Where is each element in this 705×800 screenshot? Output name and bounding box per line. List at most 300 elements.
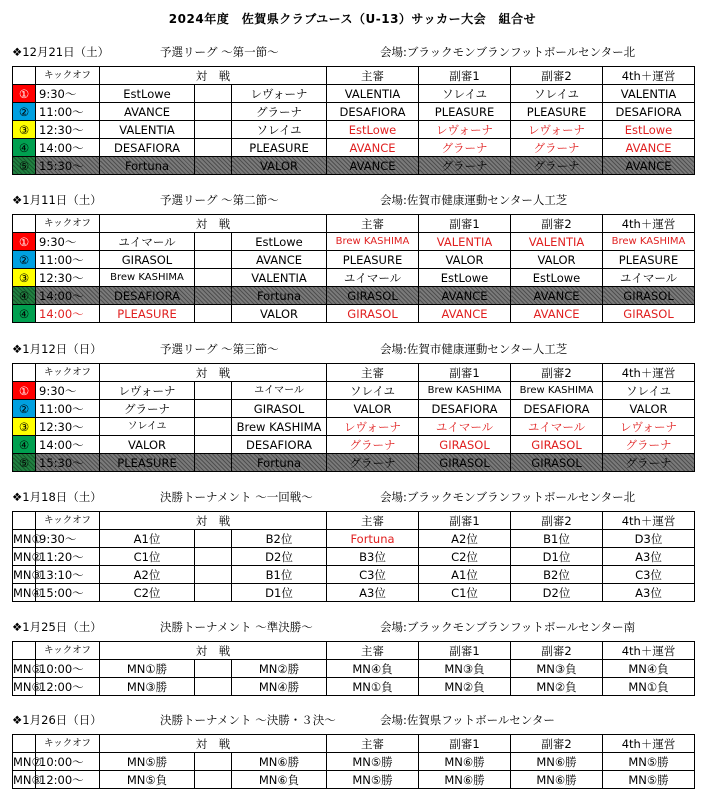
home-team: ユイマール — [100, 233, 195, 251]
away-team: D2位 — [232, 548, 327, 566]
referee: レヴォーナ — [327, 418, 419, 436]
kickoff-time: 14:00～ — [36, 436, 100, 454]
match-number: MN④ — [13, 585, 42, 600]
referee: MN⑤勝 — [327, 771, 419, 789]
home-team: AVANCE — [100, 103, 195, 121]
kickoff-time: 14:00～ — [36, 139, 100, 157]
header-assistant1: 副審1 — [419, 735, 511, 753]
match-number: ② — [13, 103, 36, 121]
section-header — [12, 489, 692, 505]
vs-cell — [195, 305, 232, 323]
section-stage: 予選リーグ ～第二節～ — [160, 193, 279, 207]
fourth-official: ユイマール — [603, 269, 695, 287]
header-fourth: 4th＋運営 — [603, 512, 695, 530]
match-number: ① — [13, 85, 36, 103]
away-team: PLEASURE — [232, 139, 327, 157]
header-assistant2: 副審2 — [511, 512, 603, 530]
match-row — [13, 436, 695, 454]
vs-cell — [195, 548, 232, 566]
header-fourth: 4th＋運営 — [603, 215, 695, 233]
referee: AVANCE — [327, 139, 419, 157]
vs-cell — [195, 436, 232, 454]
kickoff-time: 15:00～ — [36, 584, 100, 602]
match-number: MN⑧ — [13, 772, 42, 787]
kickoff-time: 11:00～ — [36, 400, 100, 418]
referee: EstLowe — [327, 121, 419, 139]
referee: VALOR — [327, 400, 419, 418]
assistant-referee-1: GIRASOL — [419, 454, 511, 472]
header-assistant1: 副審1 — [419, 215, 511, 233]
vs-cell — [195, 771, 232, 789]
assistant-referee-1: AVANCE — [419, 305, 511, 323]
vs-cell — [195, 103, 232, 121]
assistant-referee-1: グラーナ — [419, 139, 511, 157]
assistant-referee-2: レヴォーナ — [511, 121, 603, 139]
referee: A3位 — [327, 584, 419, 602]
header-assistant2: 副審2 — [511, 67, 603, 85]
match-row — [13, 454, 695, 472]
fourth-official: MN①負 — [603, 678, 695, 696]
assistant-referee-1: A2位 — [419, 530, 511, 548]
assistant-referee-1: DESAFIORA — [419, 400, 511, 418]
header-referee: 主審 — [327, 67, 419, 85]
assistant-referee-1: ユイマール — [419, 418, 511, 436]
match-number: MN③ — [13, 567, 42, 582]
home-team: A1位 — [100, 530, 195, 548]
assistant-referee-2: DESAFIORA — [511, 400, 603, 418]
match-number: ④ — [13, 436, 36, 454]
fourth-official: AVANCE — [603, 157, 695, 175]
match-number: ① — [13, 382, 36, 400]
match-row — [13, 530, 695, 548]
match-row — [13, 157, 695, 175]
referee: DESAFIORA — [327, 103, 419, 121]
referee: ソレイユ — [327, 382, 419, 400]
header-kickoff: キックオフ — [36, 642, 100, 660]
match-number: ④ — [13, 305, 36, 323]
assistant-referee-1: AVANCE — [419, 287, 511, 305]
referee: GIRASOL — [327, 287, 419, 305]
match-row — [13, 678, 695, 696]
assistant-referee-2: VALENTIA — [511, 233, 603, 251]
away-team: VALOR — [232, 305, 327, 323]
section-stage: 決勝トーナメント ～準決勝～ — [160, 620, 313, 634]
header-match: 対 戦 — [100, 364, 327, 382]
section-header — [12, 192, 692, 208]
assistant-referee-1: GIRASOL — [419, 436, 511, 454]
section-date: ❖1月25日（土） — [12, 620, 102, 634]
fourth-official: MN⑤勝 — [603, 771, 695, 789]
section-venue: 会場:佐賀県フットボールセンター — [380, 713, 555, 727]
referee: グラーナ — [327, 436, 419, 454]
kickoff-time: 15:30～ — [36, 157, 100, 175]
header-fourth: 4th＋運営 — [603, 642, 695, 660]
home-team: グラーナ — [100, 400, 195, 418]
home-team: レヴォーナ — [100, 382, 195, 400]
referee: B3位 — [327, 548, 419, 566]
header-assistant1: 副審1 — [419, 67, 511, 85]
section-venue: 会場:ブラックモンブランフットボールセンター北 — [380, 45, 636, 59]
vs-cell — [195, 753, 232, 771]
referee: PLEASURE — [327, 251, 419, 269]
section-date: ❖1月18日（土） — [12, 490, 102, 504]
table-header-row — [13, 364, 695, 382]
match-number: MN⑤ — [13, 661, 42, 676]
vs-cell — [195, 454, 232, 472]
assistant-referee-2: GIRASOL — [511, 454, 603, 472]
fourth-official: MN④負 — [603, 660, 695, 678]
header-match: 対 戦 — [100, 642, 327, 660]
kickoff-time: 13:10～ — [36, 566, 100, 584]
header-blank — [13, 215, 36, 233]
schedule-table — [12, 214, 695, 323]
away-team: DESAFIORA — [232, 436, 327, 454]
match-number: ③ — [13, 418, 36, 436]
header-blank — [13, 735, 36, 753]
assistant-referee-1: C2位 — [419, 548, 511, 566]
fourth-official: D3位 — [603, 530, 695, 548]
section-stage: 予選リーグ ～第一節～ — [160, 45, 279, 59]
match-row — [13, 269, 695, 287]
home-team: MN⑤負 — [100, 771, 195, 789]
section-header — [12, 619, 692, 635]
match-row — [13, 400, 695, 418]
kickoff-time: 12:30～ — [36, 269, 100, 287]
referee: ユイマール — [327, 269, 419, 287]
vs-cell — [195, 382, 232, 400]
kickoff-time: 12:30～ — [36, 418, 100, 436]
fourth-official: MN⑤勝 — [603, 753, 695, 771]
vs-cell — [195, 121, 232, 139]
header-match: 対 戦 — [100, 67, 327, 85]
header-fourth: 4th＋運営 — [603, 735, 695, 753]
section-venue: 会場:佐賀市健康運動センター人工芝 — [380, 342, 568, 356]
assistant-referee-1: MN⑥勝 — [419, 753, 511, 771]
section-venue: 会場:ブラックモンブランフットボールセンター南 — [380, 620, 636, 634]
assistant-referee-1: MN③負 — [419, 660, 511, 678]
match-number: ④ — [13, 287, 36, 305]
away-team: ユイマール — [232, 382, 327, 400]
header-match: 対 戦 — [100, 735, 327, 753]
kickoff-time: 12:30～ — [36, 121, 100, 139]
home-team: VALENTIA — [100, 121, 195, 139]
match-number: MN① — [13, 531, 42, 546]
fourth-official: DESAFIORA — [603, 103, 695, 121]
header-assistant2: 副審2 — [511, 642, 603, 660]
match-row — [13, 85, 695, 103]
vs-cell — [195, 139, 232, 157]
header-fourth: 4th＋運営 — [603, 364, 695, 382]
home-team: PLEASURE — [100, 305, 195, 323]
vs-cell — [195, 85, 232, 103]
away-team: Fortuna — [232, 454, 327, 472]
table-header-row — [13, 512, 695, 530]
header-kickoff: キックオフ — [36, 364, 100, 382]
away-team: VALENTIA — [232, 269, 327, 287]
header-assistant1: 副審1 — [419, 642, 511, 660]
referee: GIRASOL — [327, 305, 419, 323]
kickoff-time: 9:30～ — [36, 382, 100, 400]
referee: Brew KASHIMA — [327, 233, 419, 251]
home-team: MN⑤勝 — [100, 753, 195, 771]
kickoff-time: 9:30～ — [36, 85, 100, 103]
fourth-official: グラーナ — [603, 454, 695, 472]
schedule-table — [12, 363, 695, 472]
home-team: ソレイユ — [100, 418, 195, 436]
match-number: ① — [13, 233, 36, 251]
header-blank — [13, 67, 36, 85]
away-team: B2位 — [232, 530, 327, 548]
header-kickoff: キックオフ — [36, 512, 100, 530]
fourth-official: VALOR — [603, 400, 695, 418]
home-team: C2位 — [100, 584, 195, 602]
section-header — [12, 44, 692, 60]
fourth-official: PLEASURE — [603, 251, 695, 269]
away-team: GIRASOL — [232, 400, 327, 418]
away-team: MN②勝 — [232, 660, 327, 678]
home-team: PLEASURE — [100, 454, 195, 472]
referee: C3位 — [327, 566, 419, 584]
section-stage: 決勝トーナメント ～一回戦～ — [160, 490, 313, 504]
kickoff-time: 14:00～ — [36, 305, 100, 323]
assistant-referee-2: グラーナ — [511, 139, 603, 157]
assistant-referee-1: EstLowe — [419, 269, 511, 287]
match-row — [13, 382, 695, 400]
header-referee: 主審 — [327, 364, 419, 382]
vs-cell — [195, 233, 232, 251]
section-date: ❖12月21日（土） — [12, 45, 110, 59]
schedule-table — [12, 734, 695, 789]
away-team: EstLowe — [232, 233, 327, 251]
assistant-referee-1: レヴォーナ — [419, 121, 511, 139]
fourth-official: EstLowe — [603, 121, 695, 139]
section-venue: 会場:ブラックモンブランフットボールセンター北 — [380, 490, 636, 504]
header-assistant2: 副審2 — [511, 215, 603, 233]
vs-cell — [195, 251, 232, 269]
assistant-referee-2: Brew KASHIMA — [511, 382, 603, 400]
home-team: Brew KASHIMA — [100, 269, 195, 287]
header-assistant1: 副審1 — [419, 512, 511, 530]
match-row — [13, 753, 695, 771]
home-team: GIRASOL — [100, 251, 195, 269]
away-team: Fortuna — [232, 287, 327, 305]
schedule-table — [12, 641, 695, 696]
assistant-referee-1: Brew KASHIMA — [419, 382, 511, 400]
assistant-referee-2: MN⑥勝 — [511, 753, 603, 771]
home-team: MN③勝 — [100, 678, 195, 696]
referee: VALENTIA — [327, 85, 419, 103]
fourth-official: Brew KASHIMA — [603, 233, 695, 251]
referee: MN⑤勝 — [327, 753, 419, 771]
header-assistant2: 副審2 — [511, 364, 603, 382]
match-row — [13, 771, 695, 789]
assistant-referee-2: D1位 — [511, 548, 603, 566]
kickoff-time: 10:00～ — [36, 753, 100, 771]
away-team: MN④勝 — [232, 678, 327, 696]
assistant-referee-1: VALOR — [419, 251, 511, 269]
assistant-referee-2: ソレイユ — [511, 85, 603, 103]
match-row — [13, 251, 695, 269]
away-team: MN⑥負 — [232, 771, 327, 789]
match-row — [13, 139, 695, 157]
kickoff-time: 11:00～ — [36, 251, 100, 269]
header-referee: 主審 — [327, 215, 419, 233]
assistant-referee-1: PLEASURE — [419, 103, 511, 121]
vs-cell — [195, 584, 232, 602]
home-team: DESAFIORA — [100, 139, 195, 157]
away-team: グラーナ — [232, 103, 327, 121]
header-match: 対 戦 — [100, 512, 327, 530]
match-row — [13, 305, 695, 323]
referee: Fortuna — [327, 530, 419, 548]
assistant-referee-2: GIRASOL — [511, 436, 603, 454]
away-team: B1位 — [232, 566, 327, 584]
kickoff-time: 14:00～ — [36, 287, 100, 305]
kickoff-time: 12:00～ — [36, 771, 100, 789]
kickoff-time: 11:00～ — [36, 103, 100, 121]
assistant-referee-2: AVANCE — [511, 305, 603, 323]
away-team: AVANCE — [232, 251, 327, 269]
match-row — [13, 418, 695, 436]
section-header — [12, 341, 692, 357]
schedule-table — [12, 511, 695, 602]
assistant-referee-1: MN⑥勝 — [419, 771, 511, 789]
assistant-referee-1: A1位 — [419, 566, 511, 584]
referee: AVANCE — [327, 157, 419, 175]
section-date: ❖1月26日（日） — [12, 713, 102, 727]
section-header — [12, 712, 692, 728]
match-number: ③ — [13, 269, 36, 287]
header-kickoff: キックオフ — [36, 735, 100, 753]
fourth-official: A3位 — [603, 584, 695, 602]
assistant-referee-2: D2位 — [511, 584, 603, 602]
vs-cell — [195, 157, 232, 175]
assistant-referee-2: EstLowe — [511, 269, 603, 287]
header-match: 対 戦 — [100, 215, 327, 233]
schedule-table — [12, 66, 695, 175]
referee: MN①負 — [327, 678, 419, 696]
assistant-referee-1: VALENTIA — [419, 233, 511, 251]
match-number: MN⑦ — [13, 754, 42, 769]
match-row — [13, 233, 695, 251]
assistant-referee-1: ソレイユ — [419, 85, 511, 103]
page-title: 2024年度 佐賀県クラブユース（U-13）サッカー大会 組合せ — [168, 12, 537, 26]
assistant-referee-2: B1位 — [511, 530, 603, 548]
home-team: A2位 — [100, 566, 195, 584]
vs-cell — [195, 269, 232, 287]
header-blank — [13, 512, 36, 530]
assistant-referee-2: AVANCE — [511, 287, 603, 305]
section-date: ❖1月12日（日） — [12, 342, 102, 356]
vs-cell — [195, 400, 232, 418]
fourth-official: GIRASOL — [603, 287, 695, 305]
match-row — [13, 566, 695, 584]
vs-cell — [195, 287, 232, 305]
fourth-official: A3位 — [603, 548, 695, 566]
assistant-referee-2: MN③負 — [511, 660, 603, 678]
section-date: ❖1月11日（土） — [12, 193, 102, 207]
kickoff-time: 12:00～ — [36, 678, 100, 696]
away-team: D1位 — [232, 584, 327, 602]
header-referee: 主審 — [327, 642, 419, 660]
match-row — [13, 287, 695, 305]
fourth-official: C3位 — [603, 566, 695, 584]
match-number: MN⑥ — [13, 679, 42, 694]
assistant-referee-1: グラーナ — [419, 157, 511, 175]
away-team: VALOR — [232, 157, 327, 175]
match-row — [13, 121, 695, 139]
header-referee: 主審 — [327, 512, 419, 530]
header-blank — [13, 642, 36, 660]
match-number: ③ — [13, 121, 36, 139]
match-number: MN② — [13, 549, 42, 564]
match-number: ⑤ — [13, 157, 36, 175]
assistant-referee-1: MN②負 — [419, 678, 511, 696]
match-number: ④ — [13, 139, 36, 157]
assistant-referee-2: グラーナ — [511, 157, 603, 175]
away-team: レヴォーナ — [232, 85, 327, 103]
fourth-official: ソレイユ — [603, 382, 695, 400]
match-row — [13, 103, 695, 121]
assistant-referee-2: ユイマール — [511, 418, 603, 436]
header-assistant1: 副審1 — [419, 364, 511, 382]
assistant-referee-2: VALOR — [511, 251, 603, 269]
fourth-official: レヴォーナ — [603, 418, 695, 436]
assistant-referee-2: B2位 — [511, 566, 603, 584]
match-row — [13, 660, 695, 678]
assistant-referee-1: C1位 — [419, 584, 511, 602]
vs-cell — [195, 678, 232, 696]
match-row — [13, 584, 695, 602]
kickoff-time: 11:20～ — [36, 548, 100, 566]
match-number: ② — [13, 400, 36, 418]
header-referee: 主審 — [327, 735, 419, 753]
vs-cell — [195, 566, 232, 584]
home-team: Fortuna — [100, 157, 195, 175]
referee: グラーナ — [327, 454, 419, 472]
vs-cell — [195, 660, 232, 678]
home-team: VALOR — [100, 436, 195, 454]
header-kickoff: キックオフ — [36, 215, 100, 233]
kickoff-time: 10:00～ — [36, 660, 100, 678]
kickoff-time: 9:30～ — [36, 530, 100, 548]
fourth-official: VALENTIA — [603, 85, 695, 103]
header-assistant2: 副審2 — [511, 735, 603, 753]
away-team: Brew KASHIMA — [232, 418, 327, 436]
kickoff-time: 15:30～ — [36, 454, 100, 472]
assistant-referee-2: MN⑥勝 — [511, 771, 603, 789]
section-stage: 予選リーグ ～第三節～ — [160, 342, 279, 356]
home-team: MN①勝 — [100, 660, 195, 678]
home-team: DESAFIORA — [100, 287, 195, 305]
section-venue: 会場:佐賀市健康運動センター人工芝 — [380, 193, 568, 207]
match-row — [13, 548, 695, 566]
match-number: ⑤ — [13, 454, 36, 472]
table-header-row — [13, 735, 695, 753]
home-team: C1位 — [100, 548, 195, 566]
match-number: ② — [13, 251, 36, 269]
fourth-official: GIRASOL — [603, 305, 695, 323]
referee: MN④負 — [327, 660, 419, 678]
fourth-official: AVANCE — [603, 139, 695, 157]
assistant-referee-2: MN②負 — [511, 678, 603, 696]
header-kickoff: キックオフ — [36, 67, 100, 85]
table-header-row — [13, 642, 695, 660]
away-team: ソレイユ — [232, 121, 327, 139]
header-blank — [13, 364, 36, 382]
kickoff-time: 9:30～ — [36, 233, 100, 251]
fourth-official: グラーナ — [603, 436, 695, 454]
